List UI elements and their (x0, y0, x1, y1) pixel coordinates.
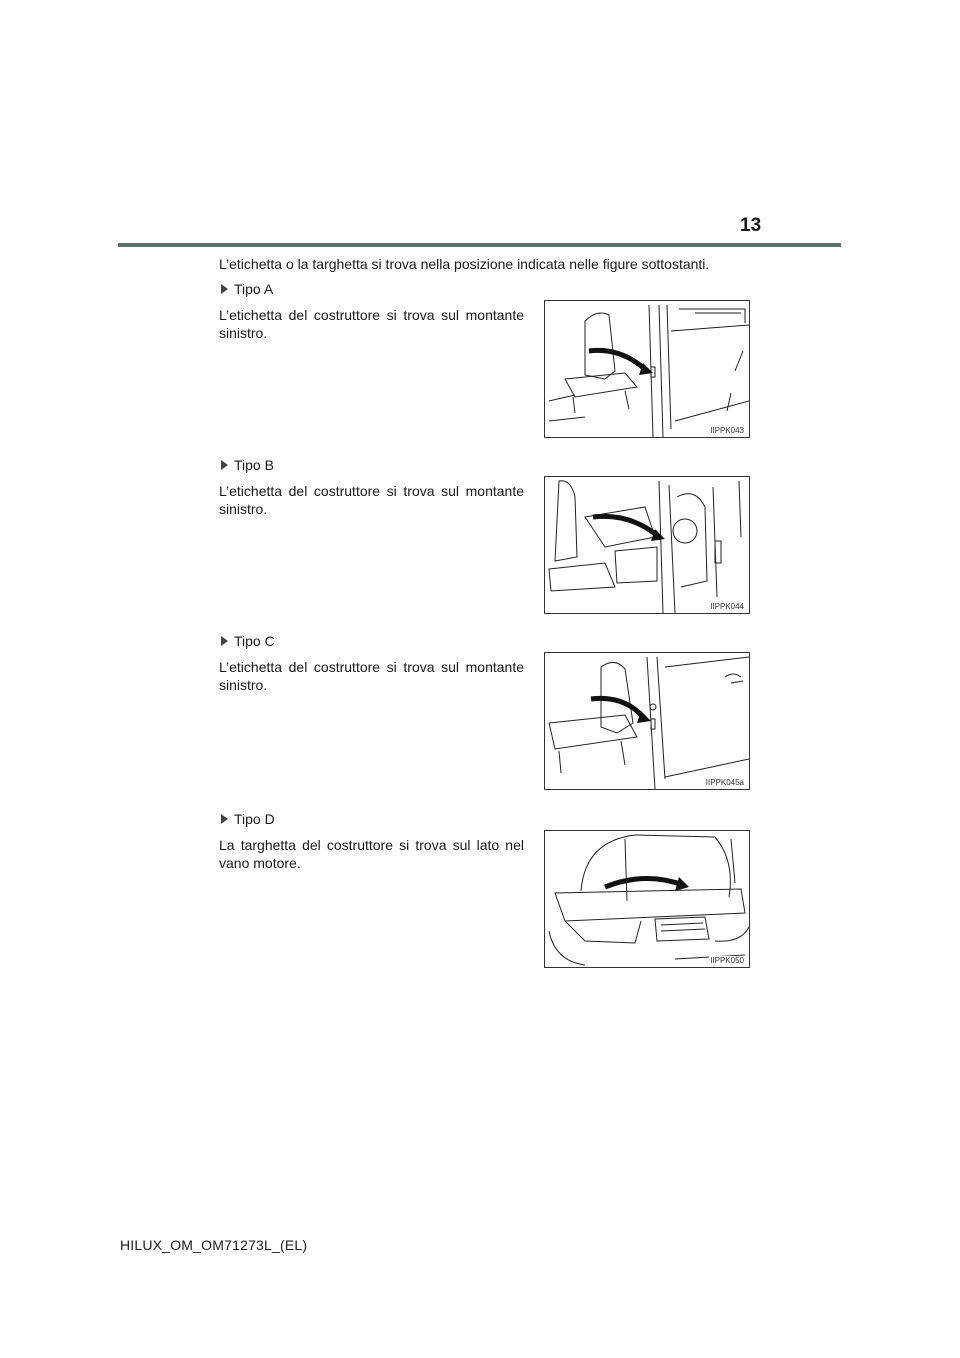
header-rule (118, 243, 841, 247)
section-heading (219, 456, 759, 474)
section-description: L’etichetta del costruttore si trova sul montante sinistro. (219, 483, 524, 517)
section-description: L’etichetta del costruttore si trova sul montante sinistro. (219, 659, 524, 693)
figure-engine-bay (544, 830, 750, 968)
seat-door-illustration (545, 477, 749, 613)
triangle-bullet-icon (221, 284, 228, 294)
section-tipo-d (219, 810, 759, 975)
section-tipo-c (219, 632, 759, 797)
section-heading (219, 810, 759, 828)
triangle-bullet-icon (221, 460, 228, 470)
page-number: 13 (740, 215, 762, 236)
intro-text: L’etichetta o la targhetta si trova nella posizione indicata nelle figure sottostanti. (219, 256, 710, 272)
seat-door-illustration (545, 301, 749, 437)
engine-bay-illustration (545, 831, 749, 967)
figure-door-pillar-a (544, 300, 750, 438)
section-description: L’etichetta del costruttore si trova sul montante sinistro. (219, 307, 524, 341)
section-heading (219, 280, 759, 298)
figure-door-pillar-c (544, 652, 750, 790)
section-heading-label: Tipo C (234, 633, 275, 649)
seat-door-illustration (545, 653, 749, 789)
triangle-bullet-icon (221, 814, 228, 824)
triangle-bullet-icon (221, 636, 228, 646)
footer-doc-code: HILUX_OM_OM71273L_(EL) (120, 1237, 308, 1253)
figure-code: IIPPK043 (710, 426, 744, 435)
section-heading-label: Tipo D (234, 811, 275, 827)
figure-door-pillar-b (544, 476, 750, 614)
figure-code: IIPPK044 (710, 602, 744, 611)
section-heading-label: Tipo B (234, 457, 274, 473)
section-tipo-b (219, 456, 759, 621)
figure-code: IIPPK050 (710, 956, 744, 965)
section-description: La targhetta del costruttore si trova sul lato nel vano motore. (219, 837, 524, 871)
section-heading (219, 632, 759, 650)
section-heading-label: Tipo A (234, 281, 274, 297)
section-tipo-a (219, 280, 759, 445)
figure-code: IIPPK045a (705, 778, 744, 787)
